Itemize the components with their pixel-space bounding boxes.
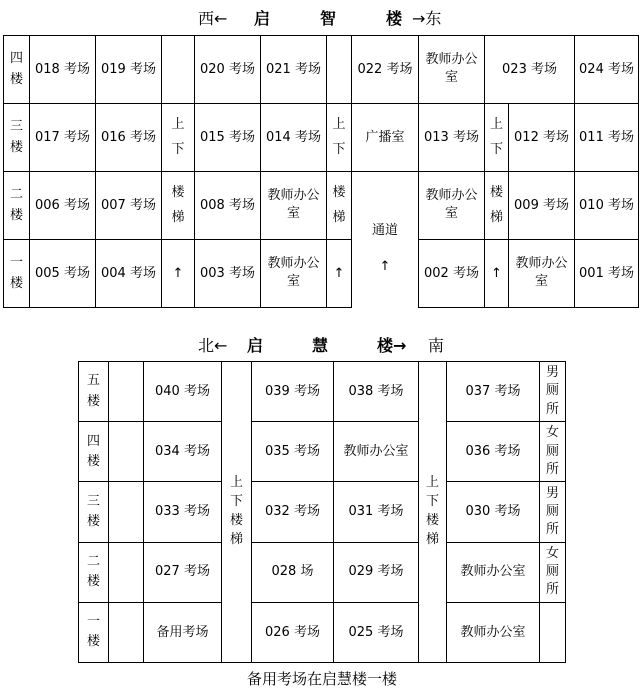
room-cell: 013 考场: [419, 104, 485, 172]
room-cell: 033 考场: [144, 482, 222, 542]
building2-title: [0, 333, 644, 355]
footnote: 备用考场在启慧楼一楼: [246, 670, 397, 688]
arrow-up-icon: ↑: [162, 240, 195, 308]
floor-label: 二楼: [4, 172, 30, 240]
room-cell: 014 考场: [261, 104, 327, 172]
building2-floor-plan: [78, 361, 566, 663]
room-cell: 012 考场: [509, 104, 575, 172]
empty-cell: [540, 602, 566, 662]
room-cell: 024 考场: [575, 36, 639, 104]
direction-west: 西←: [198, 9, 228, 28]
room-cell: 广播室: [352, 104, 419, 172]
stair-cell: [327, 36, 352, 104]
empty-cell: [109, 602, 144, 662]
building1-title: [0, 6, 644, 28]
stair-cell: 上下楼梯: [222, 362, 252, 663]
floor-label: 三楼: [4, 104, 30, 172]
room-cell: 018 考场: [30, 36, 96, 104]
floor-label: 一楼: [4, 240, 30, 308]
floor-label: 五楼: [79, 362, 109, 422]
room-cell: 032 考场: [252, 482, 334, 542]
stair-cell: 上下: [327, 104, 352, 172]
stair-cell: 上下: [162, 104, 195, 172]
room-cell: 031 考场: [334, 482, 419, 542]
room-cell: 015 考场: [195, 104, 261, 172]
room-cell: 009 考场: [509, 172, 575, 240]
room-cell: 001 考场: [575, 240, 639, 308]
room-cell: 010 考场: [575, 172, 639, 240]
toilet-cell: 男厕所: [540, 482, 566, 542]
floor-label: 一楼: [79, 602, 109, 662]
building1-floor-plan: [3, 35, 639, 308]
room-cell: 034 考场: [144, 422, 222, 482]
toilet-cell: 女厕所: [540, 542, 566, 602]
room-cell: 备用考场: [144, 602, 222, 662]
building2-name-char: 楼→: [377, 336, 407, 355]
room-cell: 036 考场: [447, 422, 540, 482]
building1-name-char: 楼: [386, 9, 403, 28]
empty-cell: [109, 362, 144, 422]
room-cell: 021 考场: [261, 36, 327, 104]
room-cell: 005 考场: [30, 240, 96, 308]
room-cell: 002 考场: [419, 240, 485, 308]
room-cell: 028 场: [252, 542, 334, 602]
room-cell: 004 考场: [96, 240, 162, 308]
arrow-up-icon: ↑: [485, 240, 509, 308]
passage-cell: [352, 172, 419, 308]
office-cell: 教师办公室: [419, 172, 485, 240]
building2-name-char: 慧: [312, 336, 329, 355]
floor-label: 二楼: [79, 542, 109, 602]
office-cell: 教师办公室: [261, 172, 327, 240]
empty-cell: [109, 542, 144, 602]
room-cell: 011 考场: [575, 104, 639, 172]
room-cell: 017 考场: [30, 104, 96, 172]
passage-label: 通道: [371, 223, 398, 239]
arrow-up-icon: ↑: [379, 258, 391, 274]
empty-cell: [109, 482, 144, 542]
building1-name-char: 智: [320, 9, 337, 28]
room-cell: 039 考场: [252, 362, 334, 422]
room-cell: 027 考场: [144, 542, 222, 602]
building1-name-char: 启: [254, 9, 271, 28]
direction-north: 北←: [198, 336, 228, 355]
room-cell: 019 考场: [96, 36, 162, 104]
room-cell: 029 考场: [334, 542, 419, 602]
room-cell: 026 考场: [252, 602, 334, 662]
stair-cell: 楼梯: [485, 172, 509, 240]
direction-east: →东: [412, 9, 442, 28]
office-cell: 教师办公室: [419, 36, 485, 104]
room-cell: 023 考场: [485, 36, 575, 104]
room-cell: 038 考场: [334, 362, 419, 422]
floor-label: 四楼: [4, 36, 30, 104]
room-cell: 006 考场: [30, 172, 96, 240]
stair-cell: 上下楼梯: [419, 362, 447, 663]
direction-south: 南: [428, 336, 445, 355]
room-cell: 037 考场: [447, 362, 540, 422]
room-cell: 003 考场: [195, 240, 261, 308]
room-cell: 025 考场: [334, 602, 419, 662]
toilet-cell: 女厕所: [540, 422, 566, 482]
room-cell: 020 考场: [195, 36, 261, 104]
room-cell: 007 考场: [96, 172, 162, 240]
office-cell: 教师办公室: [447, 602, 540, 662]
office-cell: 教师办公室: [334, 422, 419, 482]
stair-cell: 楼梯: [162, 172, 195, 240]
room-cell: 030 考场: [447, 482, 540, 542]
room-cell: 008 考场: [195, 172, 261, 240]
room-cell: 040 考场: [144, 362, 222, 422]
office-cell: 教师办公室: [447, 542, 540, 602]
room-cell: 035 考场: [252, 422, 334, 482]
stair-cell: [162, 36, 195, 104]
toilet-cell: 男厕所: [540, 362, 566, 422]
room-cell: 016 考场: [96, 104, 162, 172]
floor-label: 三楼: [79, 482, 109, 542]
room-cell: 022 考场: [352, 36, 419, 104]
stair-cell: 楼梯: [327, 172, 352, 240]
office-cell: 教师办公室: [261, 240, 327, 308]
building2-name-char: 启: [247, 336, 264, 355]
floor-label: 四楼: [79, 422, 109, 482]
stair-cell: 上下: [485, 104, 509, 172]
arrow-up-icon: ↑: [327, 240, 352, 308]
office-cell: 教师办公室: [509, 240, 575, 308]
empty-cell: [109, 422, 144, 482]
